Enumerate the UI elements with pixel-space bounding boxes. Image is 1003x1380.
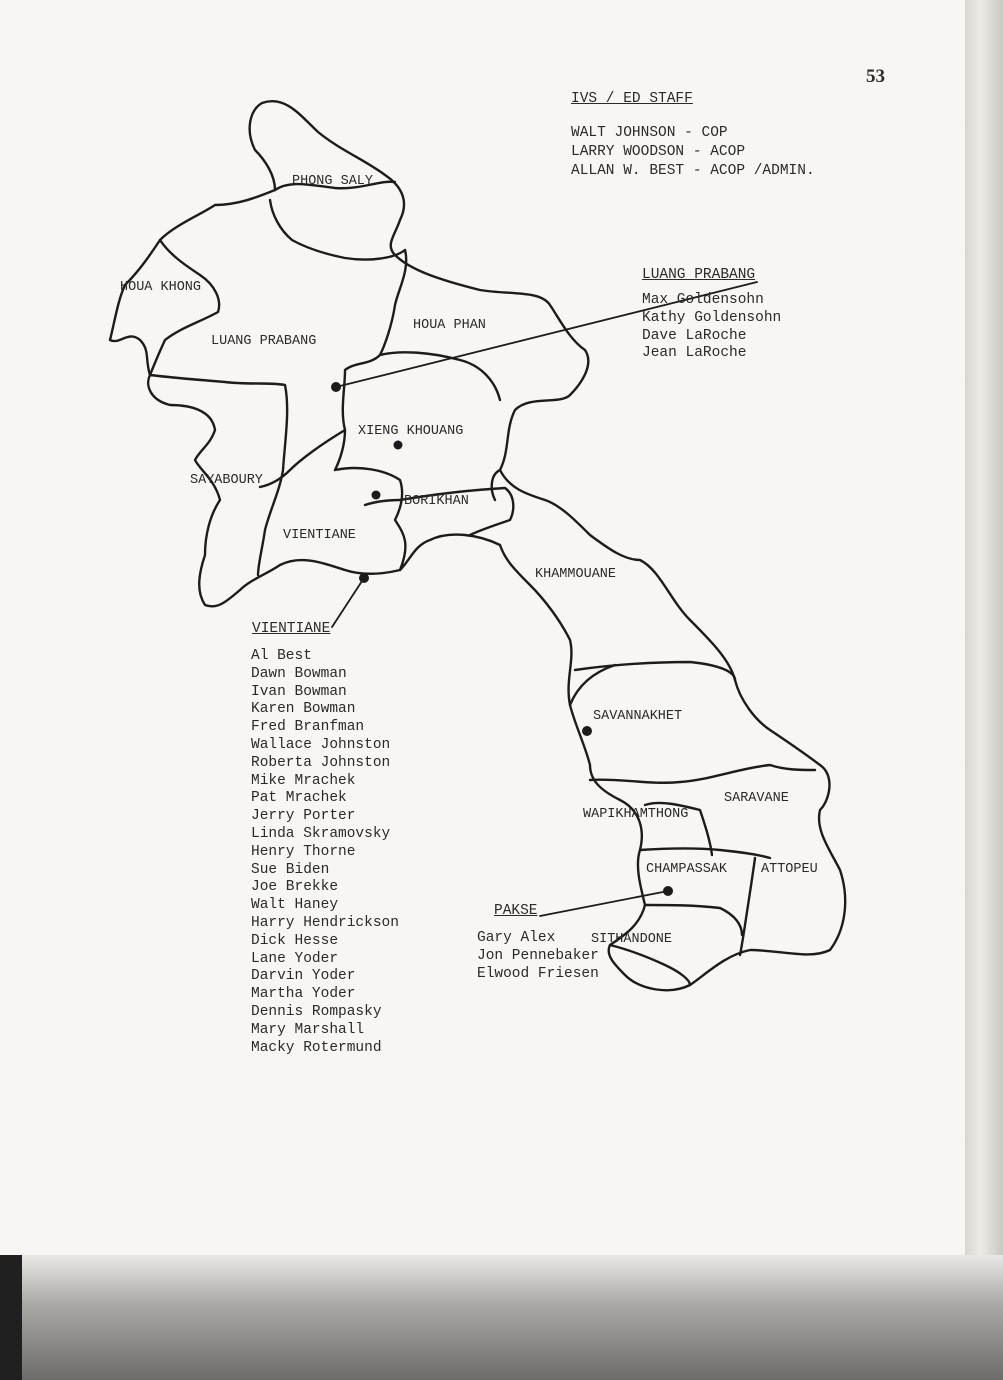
region-label: LUANG PRABANG xyxy=(211,334,317,349)
luang-prabang-names xyxy=(642,292,781,363)
staff-heading: IVS / ED STAFF xyxy=(571,91,693,107)
staff-name: Dawn Bowman xyxy=(251,665,347,682)
pakse-heading: PAKSE xyxy=(494,903,538,919)
staff-name: Max Goldensohn xyxy=(642,292,764,308)
staff-name: Elwood Friesen xyxy=(477,965,599,982)
region-label: CHAMPASSAK xyxy=(646,862,728,877)
staff-member: WALT JOHNSON - COP xyxy=(571,125,728,141)
staff-name: Kathy Goldensohn xyxy=(642,309,782,326)
staff-name: Jon Pennebaker xyxy=(477,947,599,964)
region-label: SARAVANE xyxy=(724,791,789,806)
staff-name: Sue Biden xyxy=(251,861,330,878)
staff-name: Joe Brekke xyxy=(251,879,339,896)
staff-name: Henry Thorne xyxy=(251,843,356,860)
staff-member: ALLAN W. BEST - ACOP /ADMIN. xyxy=(571,163,815,179)
vientiane-names xyxy=(251,648,399,1057)
staff-name: Fred Branfman xyxy=(251,719,365,736)
region-label: PHONG SALY xyxy=(292,174,374,189)
staff-name: Darvin Yoder xyxy=(251,968,356,985)
region-label: KHAMMOUANE xyxy=(535,567,617,582)
staff-name: Jerry Porter xyxy=(251,808,356,825)
vientiane-heading: VIENTIANE xyxy=(252,621,331,637)
page-number: 53 xyxy=(866,66,885,87)
staff-name: Walt Haney xyxy=(251,897,339,914)
staff-name: Dick Hesse xyxy=(251,932,339,949)
staff-name: Gary Alex xyxy=(477,930,556,946)
staff-name: Wallace Johnston xyxy=(251,736,391,753)
staff-name: Mary Marshall xyxy=(251,1021,365,1038)
region-label: SAVANNAKHET xyxy=(593,709,683,724)
region-label: HOUA KHONG xyxy=(120,280,202,295)
region-label: VIENTIANE xyxy=(283,528,356,543)
staff-name: Macky Rotermund xyxy=(251,1039,382,1056)
staff-name: Martha Yoder xyxy=(251,986,356,1003)
staff-name: Lane Yoder xyxy=(251,950,339,967)
staff-name: Dave LaRoche xyxy=(642,327,747,344)
country-outline xyxy=(110,101,845,990)
pakse-names xyxy=(477,930,599,983)
staff-name: Linda Skramovsky xyxy=(251,825,391,842)
staff-name: Al Best xyxy=(251,648,312,664)
staff-name: Jean LaRoche xyxy=(642,345,747,362)
staff-name: Harry Hendrickson xyxy=(251,914,399,931)
region-label: ATTOPEU xyxy=(761,862,818,877)
staff-name: Ivan Bowman xyxy=(251,683,347,700)
region-label: XIENG KHOUANG xyxy=(358,424,464,439)
staff-name: Mike Mrachek xyxy=(251,772,356,789)
staff-name: Pat Mrachek xyxy=(251,790,347,807)
staff-name: Roberta Johnston xyxy=(251,754,391,771)
staff-name: Karen Bowman xyxy=(251,701,356,718)
region-label: BORIKHAN xyxy=(404,494,469,509)
staff-member: LARRY WOODSON - ACOP xyxy=(571,144,746,160)
region-label: SITHANDONE xyxy=(591,932,673,947)
luang-prabang-heading: LUANG PRABANG xyxy=(642,267,756,283)
region-label: HOUA PHAN xyxy=(413,318,486,333)
staff-name: Dennis Rompasky xyxy=(251,1003,382,1020)
region-label: SAYABOURY xyxy=(190,473,263,488)
region-label: WAPIKHAMTHONG xyxy=(583,807,689,822)
